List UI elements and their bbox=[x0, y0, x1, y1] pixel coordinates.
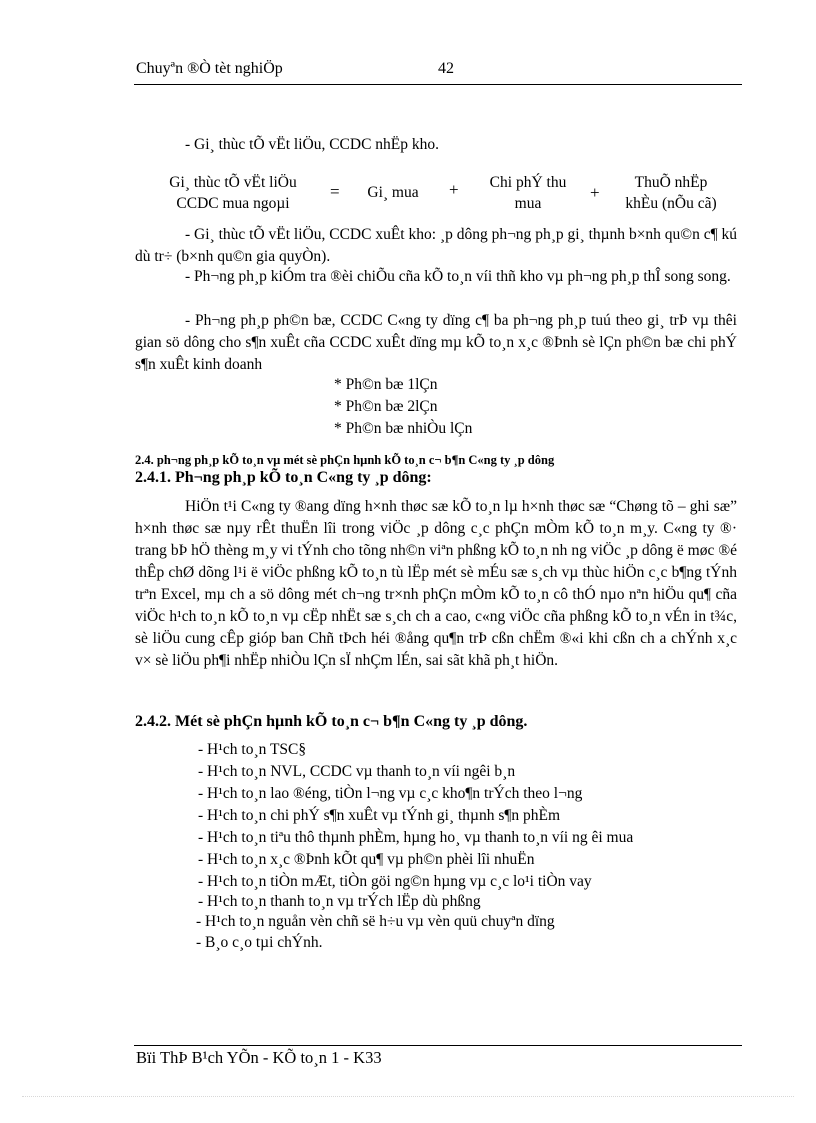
list-item: - H¹ch to¸n nguån vèn chñ së h÷u vµ vèn quü chuyªn dïng bbox=[196, 913, 555, 930]
formula-term2-line1: Chi phÝ thu bbox=[489, 174, 567, 191]
list-item: - H¹ch to¸n tiÒn mÆt, tiÒn göi ng©n hµng vµ c¸c lo¹i tiÒn vay bbox=[198, 873, 592, 890]
paragraph-allocation: - Ph¬ng ph¸p ph©n bæ, CCDC C«ng ty dïng c¶ ba ph¬ng ph¸p tuú theo gi¸ trÞ vµ thêi gian sö dông cho s¶n xuÊt cña CCDC xuÊt dïng mµ kÕ to¸n x¸c ®Þnh sè lÇn ph©n bæ chi phÝ s¶n xuÊt kinh doanh bbox=[135, 312, 737, 373]
footer-author: Bïi ThÞ B¹ch YÕn - KÕ to¸n 1 - K33 bbox=[136, 1048, 382, 1067]
page-number: 42 bbox=[438, 60, 454, 77]
formula-term1: Gi¸ mua bbox=[367, 184, 419, 201]
allocation-option-1: * Ph©n bæ 1lÇn bbox=[334, 376, 438, 393]
list-item: - H¹ch to¸n lao ®éng, tiÒn l¬ng vµ c¸c kho¶n trÝch theo l¬ng bbox=[198, 785, 583, 802]
paragraph-inspection: - Ph¬ng ph¸p kiÓm tra ®èi chiÕu cña kÕ to¸n víi thñ kho vµ ph¬ng ph¸p thÎ song song. bbox=[185, 268, 731, 285]
allocation-option-2: * Ph©n bæ 2lÇn bbox=[334, 398, 438, 415]
header-title: Chuyªn ®Ò tèt nghiÖp bbox=[136, 60, 283, 77]
formula-lhs-line2: CCDC mua ngoµi bbox=[176, 195, 290, 212]
list-item: - B¸o c¸o tµi chÝnh. bbox=[196, 934, 323, 951]
list-item: - H¹ch to¸n NVL, CCDC vµ thanh to¸n víi ngêi b¸n bbox=[198, 763, 516, 780]
list-item: - H¹ch to¸n x¸c ®Þnh kÕt qu¶ vµ ph©n phèi lîi nhuËn bbox=[198, 851, 535, 868]
section-heading-2-4: 2.4. ph¬ng ph¸p kÕ to¸n vµ mét sè phÇn hµnh kÕ to¸n c¬ b¶n C«ng ty ¸p dông bbox=[135, 453, 555, 467]
footer-rule bbox=[134, 1045, 742, 1046]
formula-term3-line2: khÈu (nÕu cã) bbox=[625, 195, 717, 212]
formula-term3 bbox=[612, 172, 730, 214]
list-item: - H¹ch to¸n chi phÝ s¶n xuÊt vµ tÝnh gi¸ thµnh s¶n phÈm bbox=[198, 807, 561, 824]
section-heading-2-4-1: 2.4.1. Ph¬ng ph¸p kÕ to¸n C«ng ty ¸p dông: bbox=[135, 469, 432, 486]
allocation-option-3: * Ph©n bæ nhiÒu lÇn bbox=[334, 420, 473, 437]
paragraph-accounting-method: HiÖn t¹i C«ng ty ®ang dïng h×nh thøc sæ kÕ to¸n lµ h×nh thøc sæ “Chøng tõ – ghi sæ” h×nh thøc sæ nµy rÊt thuËn lîi trong viÖc ¸p dông c¸c phÇn mÒm kÕ to¸n m¸y. C«ng ty ®· trang bÞ hÖ thèng m¸y vi tÝnh cho tõng nh©n viªn phßng kÕ to¸n nh ng viÖc ¸p dông ë møc ®é thÊp chØ dõng l¹i ë viÖc phßng kÕ to¸n tù lËp mét sè mÉu sæ s¸ch vµ thùc hiÖn c¸c b¶ng tÝnh trªn Excel, mµ ch a sö dông mét ch¬ng tr×nh phÇn mÒm kÕ to¸n cô thÓ nµo nªn hiÖu qu¶ cña viÖc h¹ch to¸n kÕ to¸n vµ cËp nhËt sæ s¸ch ch a cao, c«ng viÖc cña phßng kÕ to¸n vÉn in t¾c, sè liÖu cung cÊp gióp ban Chñ tÞch héi ®ång qu¶n trÞ cßn chËm ®«i khi cßn ch a chÝnh x¸c v× sè liÖu ph¶i nhËp nhiÒu lÇn sÏ nhÇm lÉn, sai sãt khã ph¸t hiÖn. bbox=[135, 498, 737, 669]
section-heading-2-4-2: 2.4.2. Mét sè phÇn hµnh kÕ to¸n c¬ b¶n C«ng ty ¸p dông. bbox=[135, 713, 528, 730]
list-item: - H¹ch to¸n TSC§ bbox=[198, 741, 307, 758]
list-item: - H¹ch to¸n tiªu thô thµnh phÈm, hµng ho¸ vµ thanh to¸n víi ng êi mua bbox=[198, 829, 634, 846]
header-rule bbox=[134, 84, 742, 85]
paragraph-issue-price: - Gi¸ thùc tÕ vËt liÖu, CCDC xuÊt kho: ¸p dông ph¬ng ph¸p gi¸ thµnh b×nh qu©n c¶ kú dù tr÷ (b×nh qu©n gia quyÒn). bbox=[135, 226, 737, 265]
formula-plus2: + bbox=[590, 183, 600, 202]
intro-line: - Gi¸ thùc tÕ vËt liÖu, CCDC nhËp kho. bbox=[185, 136, 440, 153]
formula-equals: = bbox=[330, 182, 340, 201]
formula-term3-line1: ThuÕ nhËp bbox=[634, 174, 708, 191]
page-edge-line bbox=[22, 1096, 794, 1097]
formula-lhs-line1: Gi¸ thùc tÕ vËt liÖu bbox=[169, 174, 297, 191]
formula-term2-line2: mua bbox=[514, 195, 542, 212]
list-item: - H¹ch to¸n thanh to¸n vµ trÝch lËp dù phßng bbox=[198, 893, 481, 910]
formula-plus1: + bbox=[449, 180, 459, 199]
formula-lhs bbox=[148, 172, 318, 214]
formula-term2 bbox=[478, 172, 578, 214]
